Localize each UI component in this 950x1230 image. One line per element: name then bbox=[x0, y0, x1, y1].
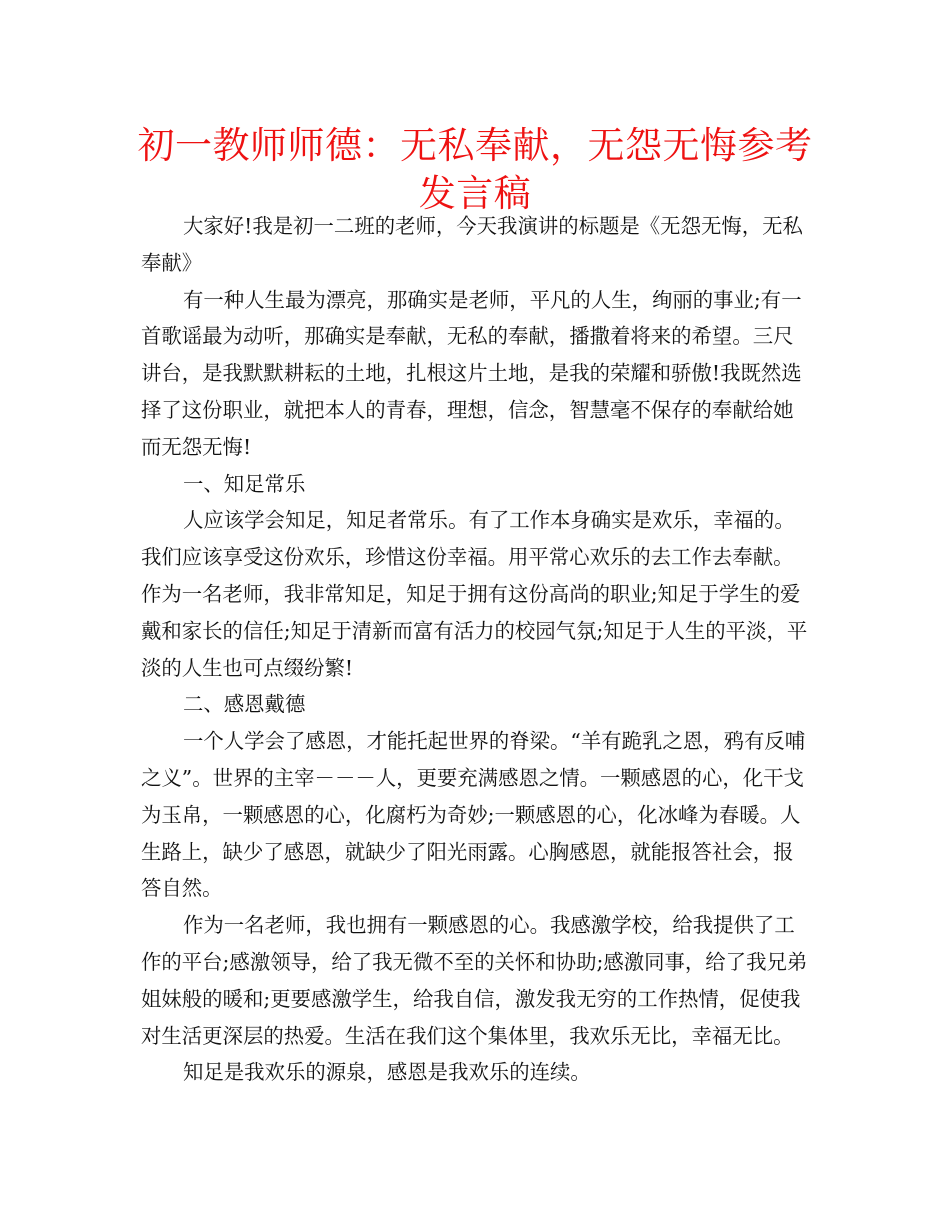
section-heading-gratitude: 二、感恩戴德 bbox=[183, 692, 306, 717]
section-heading-contentment: 一、知足常乐 bbox=[183, 471, 306, 496]
closing-paragraph: 知足是我欢乐的源泉，感恩是我欢乐的连续。 bbox=[183, 1060, 591, 1085]
intro-paragraph: 有一种人生最为漂亮，那确实是老师，平凡的人生，绚丽的事业;有一首歌谣最为动听，那确实是奉献，无私的奉献，播撒着将来的希望。三尺讲台，是我默默耕耘的土地，扎根这片土地，是我的荣耀和骄傲!我既然选择了这份职业，就把本人的青春，理想，信念，智慧毫不保存的奉献给她而无怨无悔! bbox=[141, 287, 802, 459]
document-body bbox=[141, 208, 811, 1091]
gratitude-paragraph: 一个人学会了感恩，才能托起世界的脊梁。“羊有跪乳之恩，鸦有反哺之义”。世界的主宰－－－人，更要充满感恩之情。一颗感恩的心，化干戈为玉帛，一颗感恩的心，化腐朽为奇妙;一颗感恩的心，化冰峰为春暖。人生路上，缺少了感恩，就缺少了阳光雨露。心胸感恩，就能报答社会，报答自然。 bbox=[141, 729, 806, 901]
thanks-paragraph: 作为一名老师，我也拥有一颗感恩的心。我感激学校，给我提供了工作的平台;感激领导，给了我无微不至的关怀和协助;感激同事，给了我兄弟姐妹般的暖和;更要感激学生，给我自信，激发我无穷的工作热情，促使我对生活更深层的热爱。生活在我们这个集体里，我欢乐无比，幸福无比。 bbox=[141, 913, 808, 1048]
document-title: 初一教师师德：无私奉献，无怨无悔参考发言稿 bbox=[137, 124, 813, 215]
contentment-paragraph: 人应该学会知足，知足者常乐。有了工作本身确实是欢乐，幸福的。我们应该享受这份欢乐，珍惜这份幸福。用平常心欢乐的去工作去奉献。作为一名老师，我非常知足，知足于拥有这份高尚的职业;知足于学生的爱戴和家长的信任;知足于清新而富有活力的校园气氛;知足于人生的平淡，平淡的人生也可点缀纷繁! bbox=[141, 508, 808, 680]
greeting-paragraph: 大家好!我是初一二班的老师，今天我演讲的标题是《无怨无悔，无私奉献》 bbox=[141, 214, 803, 275]
